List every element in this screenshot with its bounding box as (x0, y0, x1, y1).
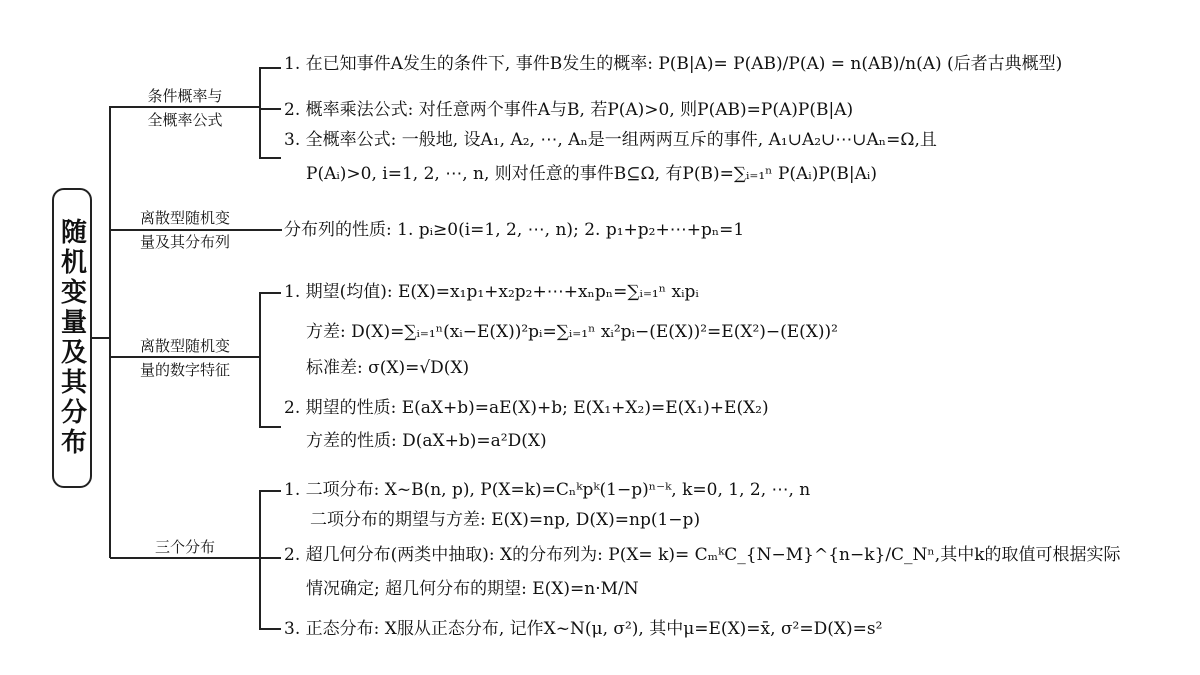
variance-formula: 方差: D(X)=∑ᵢ₌₁ⁿ(xᵢ−E(X))²pᵢ=∑ᵢ₌₁ⁿ xᵢ²pᵢ−(E(X))²=E(X²)−(E(X))² (306, 322, 838, 342)
total-prob-formula-1: 3. 全概率公式: 一般地, 设A₁, A₂, ⋯, Aₙ是一组两两互斥的事件, A₁∪A₂∪⋯∪Aₙ=Ω,且 (284, 130, 937, 150)
branch3-label-1: 离散型随机变 (139, 337, 230, 355)
trunk-connector (92, 337, 110, 339)
cond-prob-definition: 1. 在已知事件A发生的条件下, 事件B发生的概率: P(B|A)= P(AB)/P(A) = n(AB)/n(A) (后者古典概型) (284, 54, 1063, 74)
prob-multiplication-rule: 2. 概率乘法公式: 对任意两个事件A与B, 若P(A)>0, 则P(AB)=P(A)P(B|A) (284, 100, 854, 120)
expectation-properties: 2. 期望的性质: E(aX+b)=aE(X)+b; E(X₁+X₂)=E(X₁)+E(X₂) (284, 398, 769, 418)
expectation-formula: 1. 期望(均值): E(X)=x₁p₁+x₂p₂+⋯+xₙpₙ=∑ᵢ₌₁ⁿ xᵢpᵢ (284, 282, 699, 302)
branch2-label-1: 离散型随机变 (139, 209, 230, 227)
branch4-label: 三个分布 (154, 538, 215, 556)
branch3-tick-2 (259, 426, 281, 428)
branch3-tick-1 (259, 292, 281, 294)
branch1-tick-2 (259, 108, 281, 110)
branch4-tick-3 (259, 628, 281, 630)
root-node (52, 188, 92, 488)
std-dev-formula: 标准差: σ(X)=√D(X) (306, 358, 470, 378)
branch1-label-1: 条件概率与 (147, 87, 223, 105)
branch1-bracket (259, 67, 261, 159)
branch-distribution-list (110, 206, 260, 254)
branch-conditional-probability (110, 84, 260, 132)
normal-distribution: 3. 正态分布: X服从正态分布, 记作X~N(μ, σ²), 其中μ=E(X)=x̄, σ²=D(X)=s² (284, 619, 883, 639)
branch2-label-2: 量及其分布列 (139, 233, 230, 251)
branch1-tick-3 (259, 157, 281, 159)
branch-numeric-features (110, 334, 260, 382)
hypergeometric-expectation: 情况确定; 超几何分布的期望: E(X)=n·M/N (306, 579, 639, 599)
branch4-tick-1 (259, 490, 281, 492)
branch3-bracket (259, 292, 261, 428)
distribution-list-properties: 分布列的性质: 1. pᵢ≥0(i=1, 2, ⋯, n); 2. p₁+p₂+⋯+pₙ=1 (284, 220, 745, 240)
binomial-distribution: 1. 二项分布: X~B(n, p), P(X=k)=Cₙᵏpᵏ(1−p)ⁿ⁻ᵏ, k=0, 1, 2, ⋯, n (284, 480, 811, 500)
branch4-bracket (259, 490, 261, 630)
variance-properties: 方差的性质: D(aX+b)=a²D(X) (306, 431, 547, 451)
branch3-label-2: 量的数字特征 (139, 361, 230, 379)
branch1-tick-1 (259, 67, 281, 69)
binomial-expectation-variance: 二项分布的期望与方差: E(X)=np, D(X)=np(1−p) (310, 510, 701, 530)
hypergeometric-distribution: 2. 超几何分布(两类中抽取): X的分布列为: P(X= k)= CₘᵏC_{N−M}^{n−k}/C_Nⁿ,其中k的取值可根据实际 (284, 545, 1121, 565)
branch1-label-2: 全概率公式 (147, 111, 223, 129)
trunk-vertical (109, 106, 111, 558)
root-title: 随机变量及其分布 (56, 218, 87, 458)
branch4-tick-2 (259, 557, 281, 559)
total-prob-formula-2: P(Aᵢ)>0, i=1, 2, ⋯, n, 则对任意的事件B⊆Ω, 有P(B)=∑ᵢ₌₁ⁿ P(Aᵢ)P(B|Aᵢ) (306, 164, 877, 184)
branch-three-distributions (110, 535, 260, 559)
